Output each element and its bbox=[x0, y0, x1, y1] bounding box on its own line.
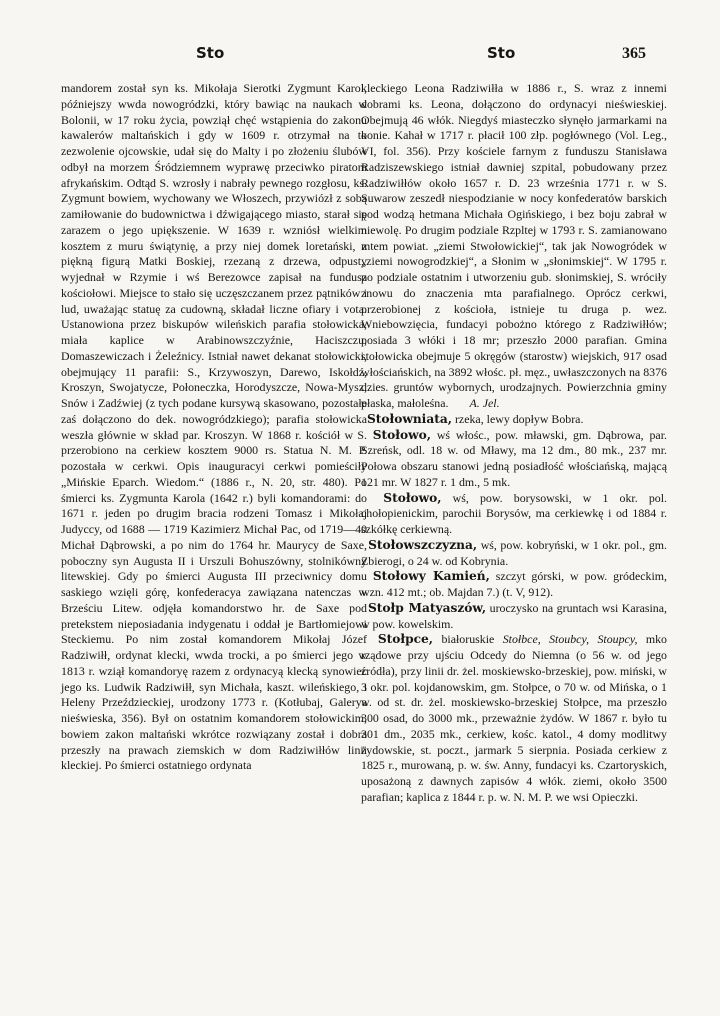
entry-stolowszczyzna bbox=[361, 538, 667, 570]
entry-stolp-matyaszow bbox=[361, 601, 667, 633]
entry-body: mko rządowe przy ujściu Odcedy do Niemna (o 56 w. od jego źródła), przy linii dr. żel. moskiewsko-brzeskiej, pow. miński, w 3 okr. pol. kojdanowskim, gm. Stołpce, o 70 w. od Mińska, o 1 w. od st. dr. żel. moskiewsko-brzeskiej Stołpce, ma przeszło 300 osad, do 3000 mk., przeważnie żydów. W 1867 r. było tu 301 dm., 2035 mk., cerkiew, kośc. katol., 4 domy modlitwy żydowskie, st. poczt., jarmark 5 sierpnia. Posiada cerkiew z 1825 r., murowaną, p. w. św. Anny, fundacyi ks. Czartoryskich, uposażoną z dawnych zapisów 4 włók. ziemi, około 3500 parafian; kaplica z 1844 r. p. w. N. M. P. we wsi Opieczki. bbox=[361, 632, 667, 804]
right-column bbox=[361, 81, 667, 806]
page-number: 365 bbox=[622, 45, 646, 62]
header-left-word: Sto bbox=[196, 44, 225, 62]
page-header bbox=[0, 44, 720, 68]
entry-headword: Stołp Matyaszów, bbox=[367, 600, 487, 615]
left-column-text: mandorem został syn ks. Mikołaja Sierotki Zygmunt Karol, późniejszy wwda nowogródzki, który bawiąc na naukach w Bolonii, w 17 roku życia, powziął chęć wstąpienia do zakonu kawalerów maltańskich i gdy w 1609 r. otrzymał na to zezwolenie ojcowskie, udał się do Malty i po złożeniu ślubów odbył na morzem Śródziemnem wyprawę przeciwko piratom afrykańskim. Odtąd S. wzrosły i nabrały pewnego rozgłosu, ks. Zygmunt bowiem, wychowany we Włoszech, przywiózł z sobą zamiłowanie do budownictwa i dźwigającego miasto, starał się zarazem o jego upiększenie. W 1639 r. wzniósł wielkim kosztem z muru świątynię, a przy niej domek loretański, z piękną figurą Matki Boskiej, rzezaną z drzewa, odpusty wyjednał w Rzymie i wś Berezowce zapisał na fundusz kościołowi. Miejsce to stało się uczęszczanem przez pątników i lud, uważając statuę za cudowną, składał liczne ofiary i vota. Ustanowiona przez biskupów wileńskich parafia stołowicka, miała kaplice w Arabinowszczyźnie, Haciszczu, Domaszewiczach i Żeleźnicy. Istniał nawet dekanat stołowicki, obejmujący 11 parafii: S., Krzywoszyn, Darewo, Iskołdź, Kroszyn, Swojatycze, Połoneczka, Horodyszcze, Nowa-Mysz, Snów i Zadźwiej (z tych podane kursywą skasowano, pozostałe zaś dołączono do dek. nowogródzkiego); parafia stołowicka weszła głównie w skład par. Kroszyn. W 1868 r. kościół w S. przerobiono na cerkiew kosztem 9000 rs. Statua N. M. P. pozostała w cerkwi. Opis inauguracyi cerkwi pomieściły „Mińskie Eparch. Wiedom.“ (1886 r., N. 20, str. 480). Po śmierci ks. Zygmunta Karola (1642 r.) byli komandorami: do 1671 r. jeden po drugim bracia rodzeni Tomasz i Mikołaj Judyccy, od 1688 — 1719 Kazimierz Michał Pac, od 1719—40 Michał Dąbrowski, a po nim do 1764 hr. Maurycy de Saxe, poboczny syn Augusta II i Urszuli Bohuszówny, stolnikówny litewskiej. Gdy po śmierci Augusta III przeciwnicy domu saskiego wzięli górę, konfederacya zawiązana natenczas w Brześciu Litew. odjęła komandorstwo hr. de Saxe pod pretekstem nieposiadania indygenatu i oddał je Bartłomiejowi Steckiemu. Po nim został komandorem Mikołaj Józef Radziwiłł, ordynat klecki, wwda trocki, a po śmierci jego w 1813 r. wziął komandoryę razem z ordynacyą klecką synowiec jego ks. Ludwik Radziwiłł, syn Michała, kaszt. wileńskiego, i Heleny Przeździeckiej, urodzony 1773 r. (Kotłubaj, Galerya nieświeska, 356). Był on ostatnim komandorem stołowickim, bowiem zakon maltański wkrótce rozwiązany został i dobra przeszły na prawach ziemskich w dom Radziwiłłów linii kleckiej. Po śmierci ostatniego ordynata bbox=[61, 81, 367, 773]
continuation-body: kleckiego Leona Radziwiłła w 1886 r., S. wraz z innemi dobrami ks. Leona, dołączono do ordynacyi nieświeskiej. Obejmują 46 włók. Niegdyś miasteczko słynęło jarmarkami na konie. Kahał w 1717 r. płacił 100 złp. pogłównego (Vol. Leg., VI, fol. 356). Przy kościele farnym z funduszu Stanisława Radziszewskiego istniał dawniej szpital, pobudowany przez Radziwiłłów około 1657 r. D. 23 września 1771 r. w S. Suwarow zeszedł niespodzianie w nocy konfederatów barskich pod wodzą hetmana Michała Ogińskiego, i bez boju zabrał w niewolę. Po drugim podziale Rzpltej w 1793 r. S. zamianowano mtem powiat. „ziemi Stwołowickiej“, tak jak Nowogródek w „ziemi nowogrodzkiej“, a Słonim w „słonimskiej“. W 1795 r. po podziale ostatnim i utworzeniu gub. słonimskiej, S. wróciły znowu do znaczenia mta parafialnego. Oprócz cerkwi, przerobionej z kościoła, istnieje tu druga p. wez. Wniebowzięcia, fundacyi pobożno którego z Radziwiłłów; posiada 3 włóki i 18 mr; przeszło 2000 parafian. Gmina stołowicka obejmuje 5 okręgów (starostw) wiejskich, 917 osad włościańskich, na 3892 włośc. pł. męz., uwłaszczonych na 8376 dzies. gruntów wybornych, urodzajnych. Powierzchnia gminy płaska, małoleśna. bbox=[361, 81, 667, 410]
entry-headword: Stołowszczyzna, bbox=[368, 537, 478, 552]
entry-headword: Stołowo, bbox=[372, 427, 431, 442]
author-signature: A. Jel. bbox=[469, 396, 500, 410]
entry-prefix: białoruskie bbox=[441, 632, 495, 647]
continuation-text bbox=[361, 81, 667, 412]
entry-stolowniata bbox=[361, 412, 667, 428]
entry-body: wś, pow. borysowski, w 1 okr. pol. chołopienickim, parochii Borysów, ma cerkiewkę i od 1884 r. szkółkę cerkiewną. bbox=[361, 490, 667, 536]
entry-headword: Stołowniata, bbox=[366, 411, 452, 426]
entry-headword: Stołowy Kamień, bbox=[372, 569, 490, 584]
entry-body: wś, pow. kobryński, w 1 okr. pol., gm. Zbierogi, o 24 w. od Kobrynia. bbox=[361, 537, 667, 568]
entry-headword: Stołowo, bbox=[383, 490, 442, 505]
left-column bbox=[61, 81, 367, 774]
entry-body: uroczysko na gruntach wsi Karasina, w pow. kowelskim. bbox=[361, 600, 667, 631]
entry-body: wś włośc., pow. mławski, gm. Dąbrowa, par. Szreńsk, odl. 18 w. od Mławy, ma 12 dm., 80 mk., 237 mr. Połowa obszaru stanowi jedną posiadłość włościańską, mającą 121 mr. W 1827 r. 1 dm., 5 mk. bbox=[361, 427, 667, 489]
entry-stolowy-kamien bbox=[361, 569, 667, 601]
entry-headword: Stołpce, bbox=[377, 632, 434, 647]
entry-stolowo-borysowski bbox=[361, 491, 667, 538]
entry-stolowo-mlawski bbox=[361, 428, 667, 491]
entry-alt-names: Stołbce, Stoubcy, Stoupcy, bbox=[502, 632, 638, 647]
entry-stolpce bbox=[361, 632, 667, 805]
entry-body: rzeka, lewy dopływ Bobra. bbox=[454, 411, 584, 426]
entry-body: szczyt górski, w pow. gródeckim, wzn. 412 mt.; ob. Majdan 7.) (t. V, 912). bbox=[361, 569, 667, 599]
header-right-word: Sto bbox=[487, 44, 516, 62]
